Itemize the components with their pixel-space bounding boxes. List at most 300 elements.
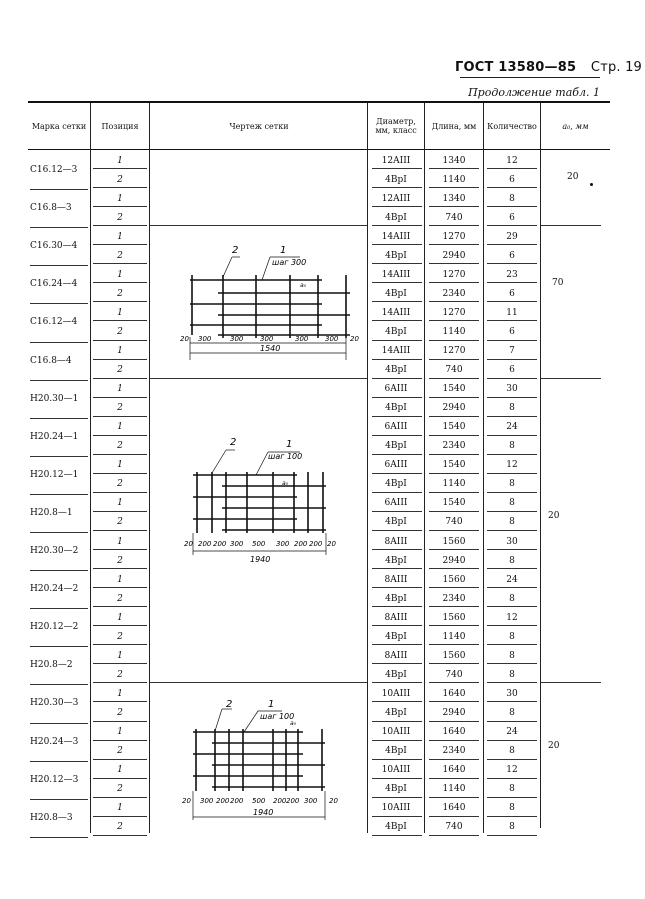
length-cell: 1340 bbox=[442, 193, 466, 204]
position-cell: 1 bbox=[117, 193, 123, 204]
row-divider bbox=[93, 759, 147, 760]
svg-text:300: 300 bbox=[260, 335, 274, 343]
row-divider bbox=[93, 320, 147, 321]
position-cell: 2 bbox=[117, 174, 123, 185]
bar2-label: 2 bbox=[232, 245, 239, 256]
drawing-group-divider bbox=[150, 378, 367, 379]
quantity-cell: 8 bbox=[509, 803, 515, 814]
quantity-cell: 24 bbox=[506, 727, 518, 737]
row-divider bbox=[93, 587, 147, 588]
quantity-cell: 30 bbox=[506, 536, 518, 547]
position-cell: 2 bbox=[117, 288, 123, 299]
row-divider bbox=[487, 168, 537, 169]
svg-text:300: 300 bbox=[198, 335, 212, 343]
row-divider bbox=[93, 511, 147, 512]
length-cell: 1640 bbox=[442, 727, 466, 737]
mesh-drawing-2 bbox=[160, 425, 365, 565]
diameter-cell: 10AIII bbox=[381, 688, 411, 699]
svg-text:300: 300 bbox=[304, 797, 318, 805]
position-cell: 2 bbox=[117, 593, 123, 604]
row-divider bbox=[429, 244, 479, 245]
quantity-cell: 11 bbox=[506, 307, 518, 318]
diameter-cell: 4BpI bbox=[385, 555, 407, 566]
row-divider bbox=[372, 644, 422, 645]
row-divider bbox=[487, 701, 537, 702]
row-divider bbox=[429, 416, 479, 417]
row-divider bbox=[487, 378, 537, 379]
row-divider bbox=[372, 473, 422, 474]
length-cell: 1560 bbox=[442, 650, 466, 661]
row-divider bbox=[429, 435, 479, 436]
length-cell: 1270 bbox=[442, 269, 466, 280]
row-divider bbox=[429, 454, 479, 455]
row-divider bbox=[487, 359, 537, 360]
row-divider bbox=[372, 701, 422, 702]
col-header-diameter: Диаметр, мм, класс bbox=[375, 117, 417, 135]
row-divider bbox=[429, 759, 479, 760]
position-cell: 1 bbox=[117, 650, 123, 661]
quantity-cell: 8 bbox=[509, 707, 515, 718]
diameter-cell: 4BpI bbox=[385, 631, 407, 642]
row-divider bbox=[93, 492, 147, 493]
row-divider bbox=[487, 663, 537, 664]
length-cell: 740 bbox=[445, 822, 463, 833]
row-divider bbox=[93, 473, 147, 474]
row-divider bbox=[487, 263, 537, 264]
quantity-cell: 8 bbox=[509, 498, 515, 509]
row-divider bbox=[372, 340, 422, 341]
row-divider bbox=[372, 359, 422, 360]
position-cell: 2 bbox=[117, 365, 123, 376]
row-divider bbox=[372, 206, 422, 207]
row-divider bbox=[487, 625, 537, 626]
svg-text:500: 500 bbox=[252, 797, 266, 805]
quantity-cell: 30 bbox=[506, 384, 518, 395]
length-cell: 1140 bbox=[442, 631, 466, 642]
svg-text:200: 200 bbox=[309, 540, 323, 548]
row-divider bbox=[372, 244, 422, 245]
mesh-mark: Н20.30—3 bbox=[30, 698, 79, 709]
row-divider bbox=[93, 416, 147, 417]
row-divider bbox=[93, 435, 147, 436]
quantity-cell: 8 bbox=[509, 650, 515, 661]
row-divider bbox=[372, 778, 422, 779]
col-divider bbox=[540, 103, 541, 828]
length-cell: 1560 bbox=[442, 536, 466, 547]
quantity-cell: 8 bbox=[509, 555, 515, 566]
diameter-cell: 4BpI bbox=[385, 669, 407, 680]
diameter-cell: 6AIII bbox=[384, 422, 408, 433]
page-number: Стр. 19 bbox=[590, 60, 643, 75]
a0-value: 20 bbox=[548, 741, 560, 751]
length-cell: 2940 bbox=[442, 403, 466, 414]
svg-text:a₀: a₀ bbox=[282, 480, 289, 487]
row-divider bbox=[372, 816, 422, 817]
col-divider bbox=[367, 103, 368, 833]
quantity-cell: 7 bbox=[509, 346, 515, 356]
svg-text:a₀: a₀ bbox=[300, 282, 307, 289]
diameter-cell: 4BpI bbox=[385, 479, 407, 490]
row-divider bbox=[487, 511, 537, 512]
row-divider bbox=[487, 778, 537, 779]
row-divider bbox=[93, 359, 147, 360]
standard-number: ГОСТ 13580—85 bbox=[455, 60, 577, 75]
length-cell: 740 bbox=[445, 517, 463, 528]
length-cell: 740 bbox=[445, 669, 463, 680]
svg-text:200: 200 bbox=[294, 540, 308, 548]
length-cell: 1640 bbox=[442, 765, 466, 776]
row-divider bbox=[93, 397, 147, 398]
col-divider bbox=[149, 103, 150, 833]
row-divider bbox=[429, 778, 479, 779]
row-divider bbox=[487, 340, 537, 341]
row-divider bbox=[429, 378, 479, 379]
row-divider bbox=[93, 206, 147, 207]
svg-text:a₀: a₀ bbox=[290, 720, 297, 727]
row-divider bbox=[372, 225, 422, 226]
row-divider bbox=[372, 587, 422, 588]
a0-value: 70 bbox=[552, 278, 564, 288]
row-divider bbox=[372, 435, 422, 436]
row-divider bbox=[372, 282, 422, 283]
row-divider bbox=[372, 530, 422, 531]
row-divider bbox=[372, 168, 422, 169]
col-divider bbox=[483, 103, 484, 833]
length-cell: 1640 bbox=[442, 803, 466, 814]
row-divider bbox=[429, 721, 479, 722]
svg-text:1: 1 bbox=[268, 699, 275, 710]
row-divider bbox=[487, 397, 537, 398]
col-divider bbox=[90, 103, 91, 833]
position-cell: 1 bbox=[117, 231, 123, 242]
diameter-cell: 12AIII bbox=[381, 155, 411, 166]
row-divider bbox=[93, 644, 147, 645]
svg-text:300: 300 bbox=[276, 540, 290, 548]
diameter-cell: 4BpI bbox=[385, 174, 407, 185]
row-divider bbox=[93, 282, 147, 283]
row-divider bbox=[487, 473, 537, 474]
row-divider bbox=[487, 492, 537, 493]
length-cell: 2940 bbox=[442, 707, 466, 718]
diameter-cell: 4BpI bbox=[385, 212, 407, 223]
row-divider bbox=[487, 187, 537, 188]
row-divider bbox=[487, 644, 537, 645]
quantity-cell: 12 bbox=[506, 612, 518, 623]
row-divider bbox=[429, 816, 479, 817]
position-cell: 2 bbox=[117, 822, 123, 833]
quantity-cell: 24 bbox=[506, 574, 518, 585]
row-divider bbox=[487, 244, 537, 245]
position-cell: 1 bbox=[117, 612, 123, 623]
position-cell: 2 bbox=[117, 707, 123, 718]
quantity-cell: 8 bbox=[509, 822, 515, 833]
quantity-cell: 6 bbox=[509, 174, 515, 185]
position-cell: 1 bbox=[117, 155, 123, 166]
row-divider bbox=[93, 835, 147, 836]
drawing-group-divider bbox=[150, 682, 367, 683]
mesh-mark: С16.8—4 bbox=[30, 355, 72, 366]
length-cell: 1140 bbox=[442, 479, 466, 490]
row-divider bbox=[429, 568, 479, 569]
mesh-mark: Н20.8—3 bbox=[30, 812, 73, 823]
svg-text:1940: 1940 bbox=[253, 808, 274, 817]
length-cell: 1560 bbox=[442, 574, 466, 585]
svg-text:200: 200 bbox=[230, 797, 244, 805]
svg-text:200: 200 bbox=[286, 797, 300, 805]
quantity-cell: 12 bbox=[506, 765, 518, 776]
quantity-cell: 8 bbox=[509, 441, 515, 452]
svg-text:200: 200 bbox=[213, 540, 227, 548]
mesh-mark: Н20.8—2 bbox=[30, 660, 73, 671]
row-divider bbox=[487, 225, 537, 226]
quantity-cell: 6 bbox=[509, 212, 515, 223]
a0-value: 20 bbox=[548, 511, 560, 521]
svg-text:300: 300 bbox=[325, 335, 339, 343]
row-divider bbox=[93, 721, 147, 722]
row-divider bbox=[372, 263, 422, 264]
col-header-position: Позиция bbox=[101, 121, 139, 131]
mesh-mark: Н20.12—1 bbox=[30, 469, 79, 480]
length-cell: 1540 bbox=[442, 460, 466, 471]
position-cell: 1 bbox=[117, 574, 123, 585]
quantity-cell: 6 bbox=[509, 326, 515, 337]
length-cell: 1560 bbox=[442, 612, 466, 623]
quantity-cell: 8 bbox=[509, 593, 515, 604]
diameter-cell: 10AIII bbox=[381, 765, 411, 776]
col-header-quantity: Количество bbox=[487, 121, 537, 131]
position-cell: 2 bbox=[117, 403, 123, 414]
length-cell: 740 bbox=[445, 365, 463, 376]
diameter-cell: 6AIII bbox=[384, 498, 408, 509]
row-divider bbox=[429, 263, 479, 264]
row-divider bbox=[93, 225, 147, 226]
mesh-mark: Н20.12—3 bbox=[30, 774, 79, 785]
length-cell: 2340 bbox=[442, 441, 466, 452]
mesh-mark: Н20.30—1 bbox=[30, 393, 79, 404]
row-divider bbox=[429, 663, 479, 664]
position-cell: 2 bbox=[117, 250, 123, 261]
header-bottom-rule bbox=[28, 149, 610, 150]
row-divider bbox=[93, 301, 147, 302]
quantity-cell: 8 bbox=[509, 784, 515, 795]
row-divider bbox=[429, 644, 479, 645]
row-divider bbox=[93, 778, 147, 779]
quantity-cell: 30 bbox=[506, 688, 518, 699]
row-divider bbox=[372, 759, 422, 760]
row-divider bbox=[93, 454, 147, 455]
mesh-mark: Н20.12—2 bbox=[30, 622, 79, 633]
diameter-cell: 6AIII bbox=[384, 384, 408, 395]
row-divider bbox=[93, 701, 147, 702]
row-divider bbox=[429, 549, 479, 550]
row-divider bbox=[487, 721, 537, 722]
quantity-cell: 6 bbox=[509, 365, 515, 376]
quantity-cell: 8 bbox=[509, 193, 515, 204]
diameter-cell: 4BpI bbox=[385, 250, 407, 261]
length-cell: 2340 bbox=[442, 593, 466, 604]
row-divider bbox=[487, 759, 537, 760]
quantity-cell: 8 bbox=[509, 746, 515, 757]
position-cell: 2 bbox=[117, 555, 123, 566]
svg-text:1540: 1540 bbox=[260, 344, 281, 353]
row-divider bbox=[372, 606, 422, 607]
length-cell: 2340 bbox=[442, 288, 466, 299]
position-cell: 1 bbox=[117, 346, 123, 356]
svg-text:300: 300 bbox=[230, 540, 244, 548]
diameter-cell: 12AIII bbox=[381, 193, 411, 204]
row-divider bbox=[372, 301, 422, 302]
position-cell: 2 bbox=[117, 479, 123, 490]
position-cell: 1 bbox=[117, 460, 123, 471]
position-cell: 1 bbox=[117, 765, 123, 776]
row-divider bbox=[93, 797, 147, 798]
quantity-cell: 24 bbox=[506, 422, 518, 433]
position-cell: 1 bbox=[117, 422, 123, 433]
diameter-cell: 4BpI bbox=[385, 707, 407, 718]
diameter-cell: 10AIII bbox=[381, 803, 411, 814]
row-divider bbox=[429, 225, 479, 226]
svg-text:20: 20 bbox=[329, 797, 338, 805]
row-divider bbox=[487, 568, 537, 569]
position-cell: 1 bbox=[117, 727, 123, 737]
row-divider bbox=[372, 740, 422, 741]
mesh-mark: Н20.24—2 bbox=[30, 584, 79, 595]
row-divider bbox=[487, 549, 537, 550]
svg-text:20: 20 bbox=[327, 540, 336, 548]
length-cell: 1140 bbox=[442, 326, 466, 337]
mesh-drawing-1 bbox=[160, 235, 365, 365]
row-divider bbox=[93, 530, 147, 531]
row-divider bbox=[372, 187, 422, 188]
row-divider bbox=[372, 416, 422, 417]
svg-text:1: 1 bbox=[280, 245, 287, 256]
diameter-cell: 4BpI bbox=[385, 365, 407, 376]
position-cell: 1 bbox=[117, 498, 123, 509]
row-divider bbox=[372, 797, 422, 798]
svg-text:300: 300 bbox=[295, 335, 309, 343]
position-cell: 1 bbox=[117, 269, 123, 280]
row-divider bbox=[429, 606, 479, 607]
svg-text:200: 200 bbox=[273, 797, 287, 805]
position-cell: 2 bbox=[117, 517, 123, 528]
row-divider bbox=[429, 587, 479, 588]
row-divider bbox=[372, 721, 422, 722]
position-cell: 2 bbox=[117, 746, 123, 757]
svg-text:200: 200 bbox=[216, 797, 230, 805]
diameter-cell: 14AIII bbox=[381, 231, 411, 242]
row-divider bbox=[429, 473, 479, 474]
quantity-cell: 12 bbox=[506, 460, 518, 471]
col-divider bbox=[424, 103, 425, 833]
row-divider bbox=[429, 835, 479, 836]
row-divider bbox=[429, 168, 479, 169]
row-divider bbox=[429, 340, 479, 341]
svg-text:шаг 100: шаг 100 bbox=[268, 452, 303, 461]
svg-text:1940: 1940 bbox=[250, 555, 271, 564]
row-divider bbox=[93, 568, 147, 569]
mesh-mark: С16.30—4 bbox=[30, 241, 78, 252]
row-divider bbox=[429, 397, 479, 398]
diameter-cell: 4BpI bbox=[385, 822, 407, 833]
position-cell: 2 bbox=[117, 326, 123, 337]
svg-text:20: 20 bbox=[180, 335, 189, 343]
svg-text:2: 2 bbox=[230, 437, 237, 448]
mesh-mark: Н20.8—1 bbox=[30, 507, 73, 518]
quantity-cell: 8 bbox=[509, 631, 515, 642]
diameter-cell: 8AIII bbox=[384, 574, 408, 585]
quantity-cell: 12 bbox=[506, 155, 518, 166]
position-cell: 1 bbox=[117, 803, 123, 814]
quantity-cell: 23 bbox=[506, 269, 518, 280]
length-cell: 1270 bbox=[442, 346, 466, 356]
row-divider bbox=[372, 549, 422, 550]
row-divider bbox=[487, 587, 537, 588]
speck bbox=[590, 183, 593, 186]
diameter-cell: 14AIII bbox=[381, 269, 411, 280]
row-divider bbox=[487, 530, 537, 531]
diameter-cell: 4BpI bbox=[385, 441, 407, 452]
row-divider bbox=[487, 320, 537, 321]
row-divider bbox=[487, 416, 537, 417]
position-cell: 1 bbox=[117, 536, 123, 547]
diameter-cell: 4BpI bbox=[385, 517, 407, 528]
mesh-mark: Н20.24—3 bbox=[30, 736, 79, 747]
position-cell: 2 bbox=[117, 631, 123, 642]
row-divider bbox=[372, 682, 422, 683]
mesh-mark: Н20.24—1 bbox=[30, 431, 79, 442]
a0-value: 20 bbox=[567, 172, 579, 182]
mesh-mark: С16.24—4 bbox=[30, 279, 78, 290]
length-cell: 1140 bbox=[442, 784, 466, 795]
length-cell: 1540 bbox=[442, 498, 466, 509]
row-divider bbox=[372, 378, 422, 379]
quantity-cell: 8 bbox=[509, 479, 515, 490]
svg-text:200: 200 bbox=[198, 540, 212, 548]
a0-group-divider bbox=[541, 378, 601, 379]
quantity-cell: 8 bbox=[509, 403, 515, 414]
row-divider bbox=[429, 625, 479, 626]
row-divider bbox=[372, 625, 422, 626]
row-divider bbox=[372, 454, 422, 455]
row-divider bbox=[429, 682, 479, 683]
diameter-cell: 4BpI bbox=[385, 784, 407, 795]
mark-divider bbox=[30, 837, 88, 838]
mesh-mark: С16.12—3 bbox=[30, 165, 78, 176]
position-cell: 1 bbox=[117, 307, 123, 318]
quantity-cell: 8 bbox=[509, 517, 515, 528]
row-divider bbox=[372, 511, 422, 512]
row-divider bbox=[93, 625, 147, 626]
position-cell: 2 bbox=[117, 784, 123, 795]
length-cell: 1270 bbox=[442, 307, 466, 318]
row-divider bbox=[93, 263, 147, 264]
length-cell: 1140 bbox=[442, 174, 466, 185]
position-cell: 1 bbox=[117, 688, 123, 699]
diameter-cell: 4BpI bbox=[385, 593, 407, 604]
diameter-cell: 4BpI bbox=[385, 326, 407, 337]
row-divider bbox=[429, 206, 479, 207]
svg-text:1: 1 bbox=[286, 439, 293, 450]
svg-text:20: 20 bbox=[184, 540, 193, 548]
position-cell: 2 bbox=[117, 212, 123, 223]
length-cell: 2340 bbox=[442, 746, 466, 757]
col-header-drawing: Чертеж сетки bbox=[229, 121, 289, 131]
diameter-cell: 4BpI bbox=[385, 403, 407, 414]
row-divider bbox=[429, 282, 479, 283]
svg-text:300: 300 bbox=[230, 335, 244, 343]
row-divider bbox=[487, 301, 537, 302]
row-divider bbox=[93, 168, 147, 169]
